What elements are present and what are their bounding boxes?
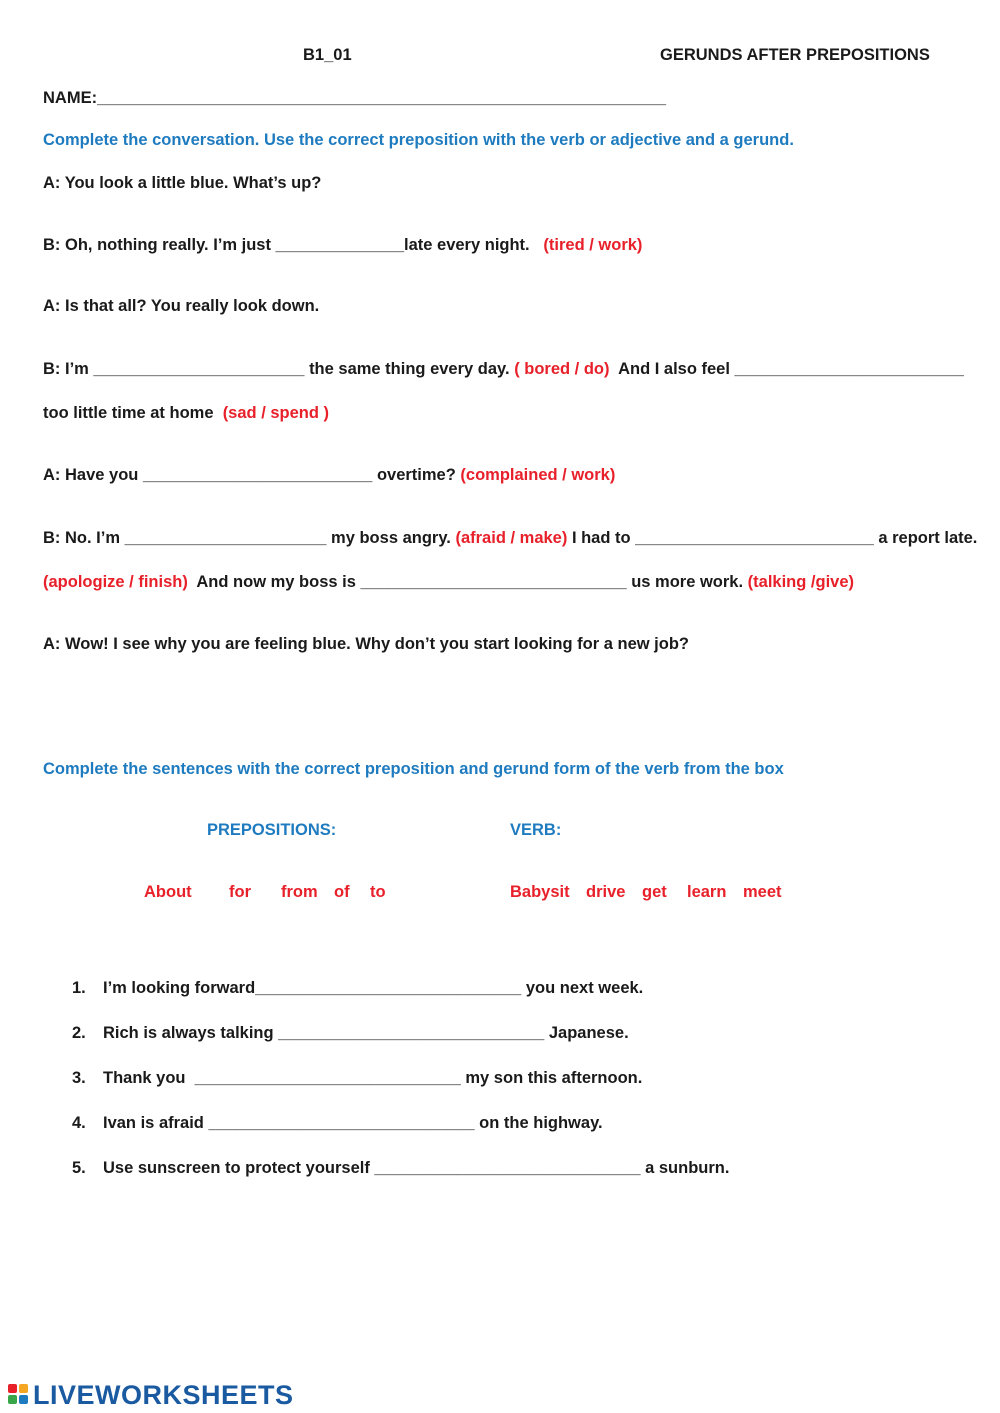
dialogue-text[interactable]: And I also feel _________________________ bbox=[618, 360, 964, 378]
dialogue-text[interactable]: B: I’m _______________________ the same thing every day. bbox=[43, 360, 510, 378]
dialogue-text[interactable]: B: Oh, nothing really. I’m just ______________late every night. bbox=[43, 236, 530, 254]
sentence-text[interactable]: Use sunscreen to protect yourself _____________________________ a sunburn. bbox=[103, 1159, 730, 1177]
preposition-word: for bbox=[229, 883, 251, 901]
sentence-number: 3. bbox=[72, 1069, 86, 1087]
sentence-text[interactable]: Ivan is afraid _____________________________ on the highway. bbox=[103, 1114, 603, 1132]
sentence-text[interactable]: Rich is always talking _____________________________ Japanese. bbox=[103, 1024, 629, 1042]
sentence-number: 5. bbox=[72, 1159, 86, 1177]
verb-word: Babysit bbox=[510, 883, 570, 901]
sentence-number: 1. bbox=[72, 979, 86, 997]
logo-text: LIVEWORKSHEETS bbox=[33, 1380, 294, 1410]
name-blank[interactable]: ______________________________________________________________ bbox=[97, 89, 667, 107]
hint: (talking /give) bbox=[747, 573, 855, 591]
sentence-number: 2. bbox=[72, 1024, 86, 1042]
section2-instruction: Complete the sentences with the correct preposition and gerund form of the verb from the box bbox=[43, 760, 784, 778]
dialogue-text: too little time at home bbox=[43, 404, 214, 422]
dialogue-text[interactable]: B: No. I’m ______________________ my boss angry. bbox=[43, 529, 451, 547]
name-label: NAME: bbox=[43, 89, 98, 107]
hint: (complained / work) bbox=[460, 466, 616, 484]
preposition-word: of bbox=[334, 883, 350, 901]
dialogue-text[interactable]: I had to __________________________ a report late. bbox=[571, 529, 978, 547]
sentence-number: 4. bbox=[72, 1114, 86, 1132]
dialogue-line-1: A: You look a little blue. What’s up? bbox=[43, 174, 322, 192]
logo-blocks-icon bbox=[8, 1384, 30, 1406]
hint: (tired / work) bbox=[543, 236, 643, 254]
dialogue-line-2 bbox=[43, 235, 642, 255]
dialogue-line-8 bbox=[43, 572, 854, 592]
dialogue-line-4 bbox=[43, 359, 964, 379]
preposition-word: from bbox=[281, 883, 318, 901]
liveworksheets-logo bbox=[8, 1380, 294, 1410]
dialogue-text[interactable]: A: Have you _________________________ overtime? bbox=[43, 466, 456, 484]
dialogue-text[interactable]: And now my boss is _____________________________ us more work. bbox=[196, 573, 744, 591]
preposition-word: About bbox=[144, 883, 192, 901]
sentence-text[interactable]: Thank you _____________________________ my son this afternoon. bbox=[103, 1069, 643, 1087]
hint: (apologize / finish) bbox=[43, 573, 188, 591]
hint: ( bored / do) bbox=[514, 360, 610, 378]
verb-word: drive bbox=[586, 883, 626, 901]
verb-word: meet bbox=[743, 883, 782, 901]
sentence-text[interactable]: I’m looking forward_____________________________ you next week. bbox=[103, 979, 644, 997]
prepositions-heading: PREPOSITIONS: bbox=[207, 821, 337, 839]
name-row bbox=[43, 88, 666, 108]
verb-word: get bbox=[642, 883, 667, 901]
verb-heading: VERB: bbox=[510, 821, 562, 839]
dialogue-line-6 bbox=[43, 465, 615, 485]
section1-instruction: Complete the conversation. Use the correct preposition with the verb or adjective and a gerund. bbox=[43, 131, 794, 149]
dialogue-line-5 bbox=[43, 403, 329, 423]
dialogue-line-3: A: Is that all? You really look down. bbox=[43, 297, 320, 315]
hint: (afraid / make) bbox=[455, 529, 568, 547]
dialogue-line-9: A: Wow! I see why you are feeling blue. Why don’t you start looking for a new job? bbox=[43, 635, 689, 653]
hint: (sad / spend ) bbox=[222, 404, 330, 422]
worksheet-code: B1_01 bbox=[303, 46, 352, 64]
worksheet-title: GERUNDS AFTER PREPOSITIONS bbox=[660, 46, 930, 64]
dialogue-line-7 bbox=[43, 528, 977, 548]
verb-word: learn bbox=[687, 883, 727, 901]
preposition-word: to bbox=[370, 883, 386, 901]
